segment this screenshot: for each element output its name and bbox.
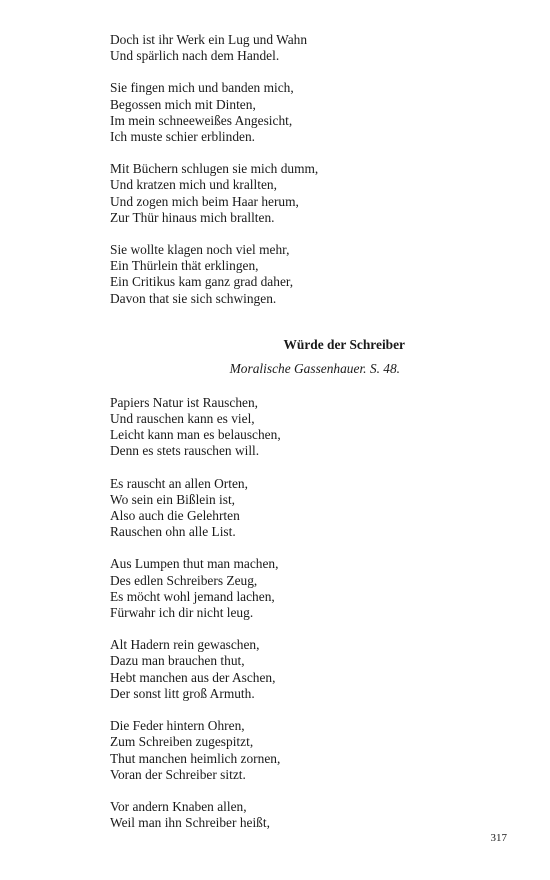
stanza <box>110 80 450 145</box>
stanza <box>110 242 450 307</box>
verse-line: Wo sein ein Bißlein ist, <box>110 491 236 507</box>
page-content <box>110 32 450 831</box>
verse-line: Des edlen Schreibers Zeug, <box>110 572 258 588</box>
verse-line: Weil man ihn Schreiber heißt, <box>110 815 270 831</box>
verse-line: Alt Hadern rein gewaschen, <box>110 637 260 653</box>
verse-line: Im mein schneeweißes Angesicht, <box>110 112 293 128</box>
verse-line: Zum Schreiben zugespitzt, <box>110 734 254 750</box>
verse-line: Die Feder hintern Ohren, <box>110 718 245 734</box>
poem-body <box>110 395 450 831</box>
stanza <box>110 718 450 783</box>
stanza <box>110 476 450 541</box>
verse-line: Sie wollte klagen noch viel mehr, <box>110 242 290 258</box>
verse-line: Und spärlich nach dem Handel. <box>110 48 280 64</box>
verse-line: Dazu man brauchen thut, <box>110 653 245 669</box>
stanza <box>110 799 450 831</box>
poem-source: Moralische Gassenhauer. S. 48. <box>229 360 400 376</box>
verse-line: Und rauschen kann es viel, <box>110 411 255 427</box>
verse-line: Es möcht wohl jemand lachen, <box>110 588 275 604</box>
verse-line: Ein Thürlein thät erklingen, <box>110 258 259 274</box>
verse-line: Begossen mich mit Dinten, <box>110 96 256 112</box>
verse-line: Sie fingen mich und banden mich, <box>110 80 294 96</box>
page-number: 317 <box>490 832 507 844</box>
verse-line: Vor andern Knaben allen, <box>110 798 247 814</box>
stanza <box>110 637 450 702</box>
poem-title: Würde der Schreiber <box>283 336 405 352</box>
verse-line: Und zogen mich beim Haar herum, <box>110 193 299 209</box>
verse-line: Davon that sie sich schwingen. <box>110 290 277 306</box>
verse-line: Fürwahr ich dir nicht leug. <box>110 605 254 621</box>
verse-line: Es rauscht an allen Orten, <box>110 475 248 491</box>
stanza <box>110 32 450 64</box>
verse-line: Mit Büchern schlugen sie mich dumm, <box>110 161 319 177</box>
verse-line: Voran der Schreiber sitzt. <box>110 766 246 782</box>
stanza <box>110 556 450 621</box>
verse-line: Zur Thür hinaus mich brallten. <box>110 209 275 225</box>
verse-line: Denn es stets rauschen will. <box>110 443 260 459</box>
verse-line: Rauschen ohn alle List. <box>110 524 236 540</box>
poem-continuation <box>110 32 450 307</box>
verse-line: Hebt manchen aus der Aschen, <box>110 669 276 685</box>
verse-line: Aus Lumpen thut man machen, <box>110 556 279 572</box>
verse-line: Leicht kann man es belauschen, <box>110 427 281 443</box>
stanza <box>110 161 450 226</box>
verse-line: Papiers Natur ist Rauschen, <box>110 394 259 410</box>
verse-line: Thut manchen heimlich zornen, <box>110 750 281 766</box>
verse-line: Also auch die Gelehrten <box>110 508 240 524</box>
verse-line: Und kratzen mich und krallten, <box>110 177 277 193</box>
verse-line: Ich muste schier erblinden. <box>110 129 256 145</box>
verse-line: Der sonst litt groß Armuth. <box>110 685 255 701</box>
stanza <box>110 395 450 460</box>
verse-line: Doch ist ihr Werk ein Lug und Wahn <box>110 32 308 47</box>
verse-line: Ein Critikus kam ganz grad daher, <box>110 274 294 290</box>
